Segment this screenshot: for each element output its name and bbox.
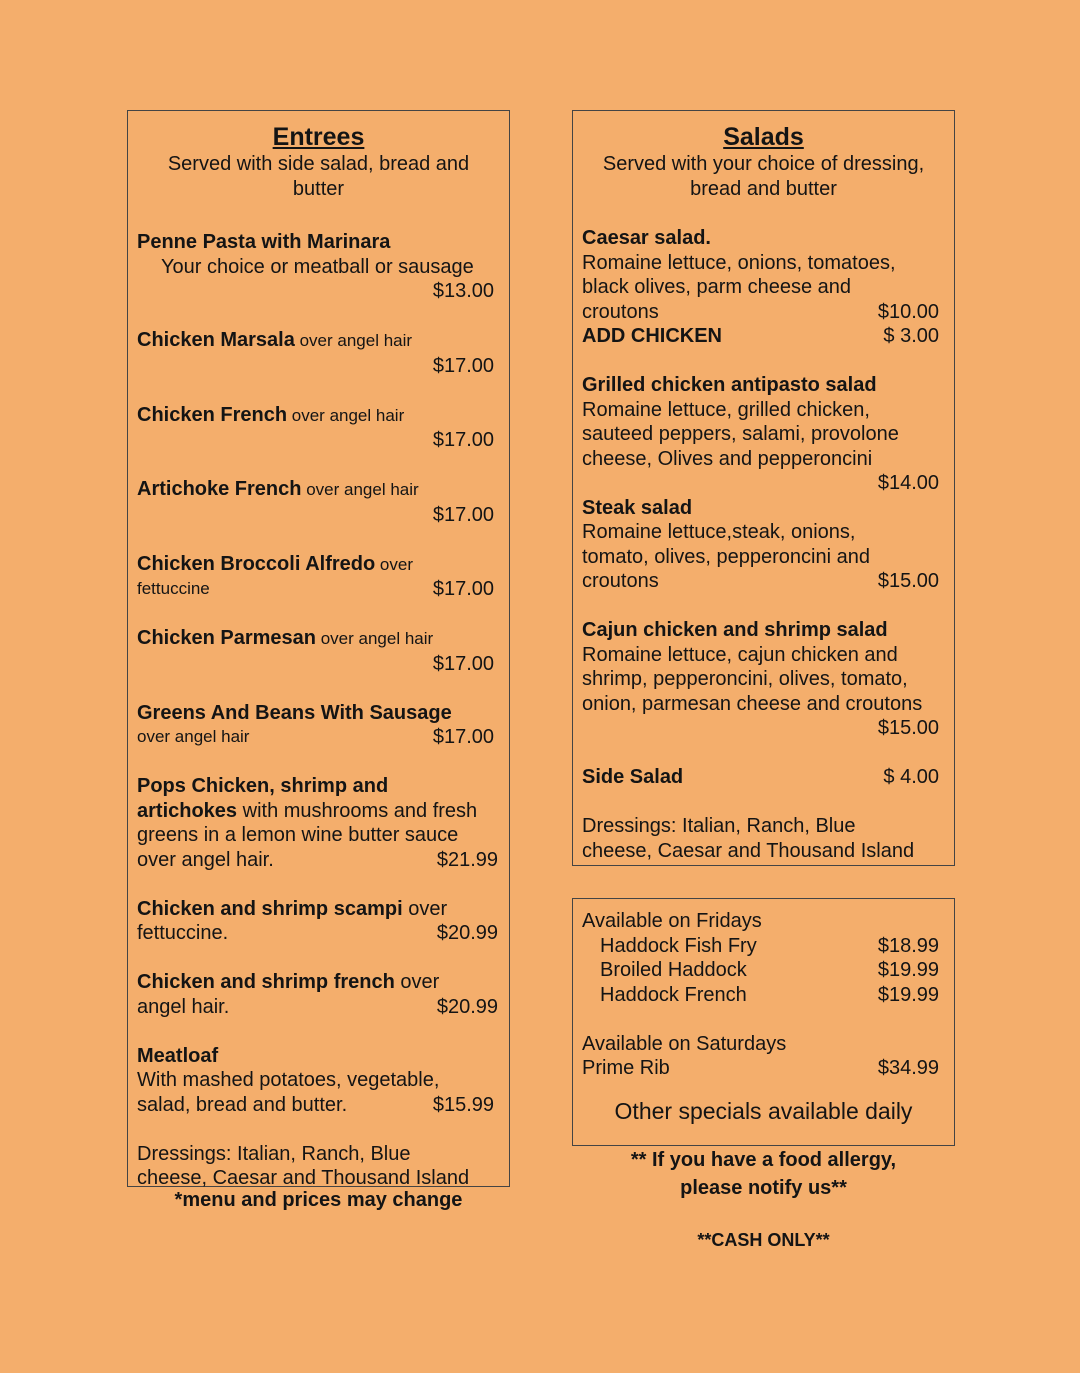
salads-dressings: Dressings: Italian, Ranch, Blue cheese, Caesar and Thousand Island [582,815,915,862]
entrees-subtitle: Served with side salad, bread and butter [167,153,470,200]
menu-item-cajun-salad: Cajun chicken and shrimp salad Romaine lettuce, cajun chicken and shrimp, pepperoncini, olives, tomato, onion, parmesan cheese and croutons $15.00 [582,619,939,739]
menu-item-steak-salad: Steak salad Romaine lettuce,steak, onions, tomato, olives, pepperoncini and croutons $15.00 [582,496,939,592]
specials-panel [572,898,955,1146]
allergy-notice: ** If you have a food allergy, please notify us** [630,1149,897,1199]
salads-title: Salads [723,123,804,151]
menu-item-shrimp-french: Chicken and shrimp french over angel hair. $20.99 [137,971,498,1018]
menu-item-chicken-marsala: Chicken Marsala over angel hair $17.00 [137,329,494,377]
special-item-haddock-french: Haddock French $19.99 [600,983,939,1006]
entrees-panel [127,110,510,1187]
menu-item-chicken-french: Chicken French over angel hair $17.00 [137,403,494,451]
menu-item-chicken-parmesan: Chicken Parmesan over angel hair $17.00 [137,627,494,675]
entrees-title: Entrees [272,123,365,151]
saturdays-label: Available on Saturdays [582,1032,787,1055]
menu-item-shrimp-scampi: Chicken and shrimp scampi over fettuccine. $20.99 [137,897,498,944]
menu-item-penne: Penne Pasta with Marinara Your choice or meatball or sausage $13.00 [137,231,494,302]
other-specials-text: Other specials available daily [614,1097,913,1124]
cash-only-notice: **CASH ONLY** [697,1230,830,1250]
menu-item-artichoke-french: Artichoke French over angel hair $17.00 [137,478,494,526]
menu-item-antipasto-salad: Grilled chicken antipasto salad Romaine lettuce, grilled chicken, sauteed peppers, salami, provolone cheese, Olives and pepperoncini $14.00 [582,374,939,494]
special-item-haddock-fish-fry: Haddock Fish Fry $18.99 [600,934,939,957]
salads-panel [572,110,955,866]
fridays-label: Available on Fridays [582,910,762,932]
entrees-dressings: Dressings: Italian, Ranch, Blue cheese, Caesar and Thousand Island [137,1142,470,1189]
special-item-prime-rib: Prime Rib $34.99 [582,1057,939,1079]
menu-item-caesar-salad: Caesar salad. Romaine lettuce, onions, tomatoes, black olives, parm cheese and croutons $10.00 ADD CHICKEN $ 3.00 [582,227,939,347]
menu-item-chicken-broccoli-alfredo: Chicken Broccoli Alfredo over fettuccine $17.00 [137,552,494,600]
menu-note: *menu and prices may change [174,1189,463,1211]
menu-item-greens-and-beans: Greens And Beans With Sausage over angel hair $17.00 [137,701,494,748]
menu-item-meatloaf: Meatloaf With mashed potatoes, vegetable, salad, bread and butter. $15.99 [137,1044,494,1116]
menu-item-side-salad: Side Salad $ 4.00 [582,766,939,788]
menu-item-pops-chicken: Pops Chicken, shrimp and artichokes with mushrooms and fresh greens in a lemon wine butter sauce over angel hair. $21.99 [137,775,498,871]
special-item-broiled-haddock: Broiled Haddock $19.99 [600,959,939,981]
salads-subtitle: Served with your choice of dressing, bread and butter [602,153,925,200]
